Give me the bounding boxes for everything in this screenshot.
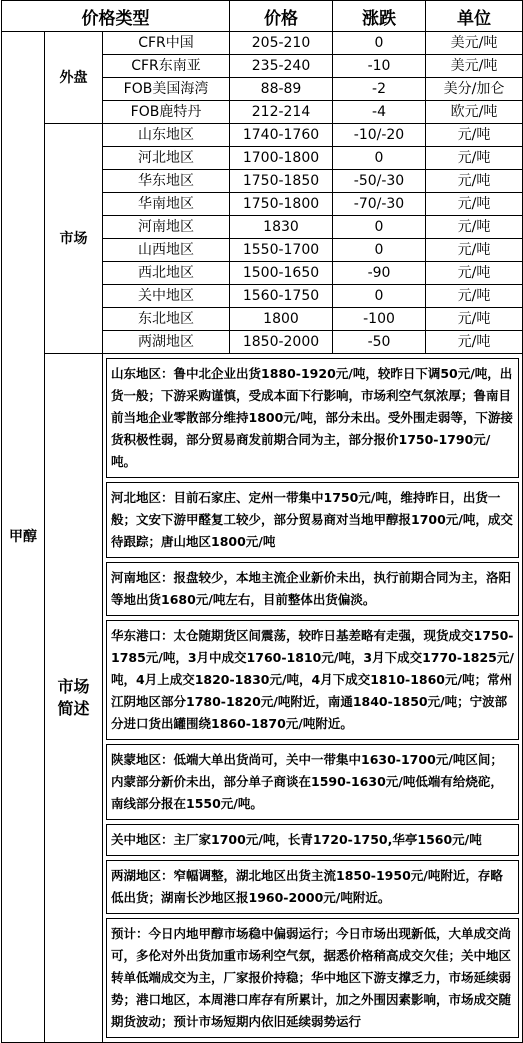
cell-change: 0 <box>333 32 426 55</box>
summary-section-label <box>45 354 103 1043</box>
cell-name: 两湖地区 <box>103 331 230 354</box>
cell-unit: 美分/加仑 <box>426 78 523 101</box>
cell-price: 1750-1850 <box>230 170 333 193</box>
cell-name: FOB美国海湾 <box>103 78 230 101</box>
note-text: 陕蒙地区：低端大单出货尚可，关中一带集中1630-1700元/吨区间；内蒙部分新价未出，部分单子商谈在1590-1630元/吨低端有给烧砣，南线部分报在1550元/吨。 <box>107 745 518 819</box>
summary-row <box>2 354 523 1043</box>
table-header-row <box>2 1 523 32</box>
summary-label-line1: 市场 <box>57 677 90 696</box>
cell-change: 0 <box>333 285 426 308</box>
cell-change: -50/-30 <box>333 170 426 193</box>
note-box <box>106 620 519 740</box>
cell-price: 88-89 <box>230 78 333 101</box>
cell-name: 西北地区 <box>103 262 230 285</box>
cell-unit: 美元/吨 <box>426 32 523 55</box>
cell-price: 1850-2000 <box>230 331 333 354</box>
cell-name: CFR东南亚 <box>103 55 230 78</box>
note-text: 河南地区：报盘较少，本地主流企业新价未出，执行前期合同为主，洛阳等地出货1680元/吨左右，目前整体出货偏淡。 <box>107 563 518 615</box>
cell-unit: 元/吨 <box>426 239 523 262</box>
header-price: 价格 <box>230 1 333 32</box>
header-price-type: 价格类型 <box>2 1 230 32</box>
table-row <box>2 124 523 147</box>
notes-wrap <box>103 354 522 1038</box>
cell-change: 0 <box>333 216 426 239</box>
cell-change: -50 <box>333 331 426 354</box>
cell-name: FOB鹿特丹 <box>103 101 230 124</box>
cell-unit: 元/吨 <box>426 262 523 285</box>
note-text: 预计：今日内地甲醇市场稳中偏弱运行；今日市场出现新低，大单成交尚可，多伦对外出货加重市场利空气氛，据悉价格稍高成交欠佳；关中地区转单低端成交为主，厂家报价持稳；华中地区下游支撑乏力，市场延续弱势；港口地区，本周港口库存有所累计，加之外围因素影响，市场成交随期货波动；预计市场短期内依旧延续弱势运行 <box>107 919 518 1037</box>
cell-price: 205-210 <box>230 32 333 55</box>
cell-price: 235-240 <box>230 55 333 78</box>
cell-price: 1740-1760 <box>230 124 333 147</box>
cell-name: 东北地区 <box>103 308 230 331</box>
cell-unit: 元/吨 <box>426 193 523 216</box>
note-box <box>106 860 519 914</box>
header-unit: 单位 <box>426 1 523 32</box>
note-box <box>106 358 519 478</box>
cell-unit: 元/吨 <box>426 331 523 354</box>
market-section-label: 市场 <box>45 124 103 354</box>
cell-change: -10 <box>333 55 426 78</box>
cell-name: 山西地区 <box>103 239 230 262</box>
cell-name: 华南地区 <box>103 193 230 216</box>
cell-price: 1560-1750 <box>230 285 333 308</box>
cell-price: 212-214 <box>230 101 333 124</box>
note-box <box>106 824 519 856</box>
cell-name: CFR中国 <box>103 32 230 55</box>
note-box <box>106 744 519 820</box>
price-table <box>1 0 523 1043</box>
note-box <box>106 482 519 558</box>
cell-change: -2 <box>333 78 426 101</box>
cell-name: 山东地区 <box>103 124 230 147</box>
cell-unit: 元/吨 <box>426 216 523 239</box>
note-text: 关中地区：主厂家1700元/吨，长青1720-1750,华亭1560元/吨 <box>107 825 518 855</box>
cell-unit: 元/吨 <box>426 124 523 147</box>
category-label: 甲醇 <box>2 32 45 1043</box>
note-box <box>106 562 519 616</box>
note-text: 两湖地区：窄幅调整，湖北地区出货主流1850-1950元/吨附近，存略低出货；湖南长沙地区报1960-2000元/吨附近。 <box>107 861 518 913</box>
note-text: 华东港口：太仓随期货区间震荡，较昨日基差略有走强，现货成交1750-1785元/吨，3月中成交1760-1810元/吨，3月下成交1770-1825元/吨，4月上成交1820-1830元/吨，4月下成交1810-1860元/吨；常州江阴地区部分1780-1820元/吨附近，南通1840-1850元/吨；宁波部分进口货出罐围绕1860-1870元/吨附近。 <box>107 621 518 739</box>
cell-change: -10/-20 <box>333 124 426 147</box>
cell-name: 华东地区 <box>103 170 230 193</box>
cell-change: -90 <box>333 262 426 285</box>
cell-change: 0 <box>333 239 426 262</box>
cell-price: 1830 <box>230 216 333 239</box>
cell-price: 1800 <box>230 308 333 331</box>
cell-name: 关中地区 <box>103 285 230 308</box>
cell-change: -100 <box>333 308 426 331</box>
cell-name: 河南地区 <box>103 216 230 239</box>
note-text: 山东地区：鲁中北企业出货1880-1920元/吨，较昨日下调50元/吨，出货一般；下游采购谨慎，受成本面下行影响，市场利空气氛浓厚；鲁南目前当地企业零散部分维持1800元/吨，部分未出。受外围走弱等，下游接货积极性弱，部分贸易商发前期合同为主，部分报价1750-1790元/吨。 <box>107 359 518 477</box>
outer-section-label: 外盘 <box>45 32 103 124</box>
summary-notes <box>103 354 523 1043</box>
summary-label-line2: 简述 <box>57 699 90 718</box>
cell-unit: 美元/吨 <box>426 55 523 78</box>
header-change: 涨跌 <box>333 1 426 32</box>
cell-change: -70/-30 <box>333 193 426 216</box>
cell-change: -4 <box>333 101 426 124</box>
note-text: 河北地区：目前石家庄、定州一带集中1750元/吨，维持昨日，出货一般；文安下游甲醛复工较少，部分贸易商对当地甲醇报1700元/吨，成交待跟踪；唐山地区1800元/吨 <box>107 483 518 557</box>
cell-unit: 元/吨 <box>426 308 523 331</box>
cell-price: 1700-1800 <box>230 147 333 170</box>
cell-unit: 元/吨 <box>426 170 523 193</box>
cell-price: 1550-1700 <box>230 239 333 262</box>
cell-price: 1500-1650 <box>230 262 333 285</box>
cell-change: 0 <box>333 147 426 170</box>
cell-unit: 欧元/吨 <box>426 101 523 124</box>
table-row <box>2 32 523 55</box>
cell-unit: 元/吨 <box>426 147 523 170</box>
cell-unit: 元/吨 <box>426 285 523 308</box>
cell-name: 河北地区 <box>103 147 230 170</box>
note-box <box>106 918 519 1038</box>
cell-price: 1750-1800 <box>230 193 333 216</box>
